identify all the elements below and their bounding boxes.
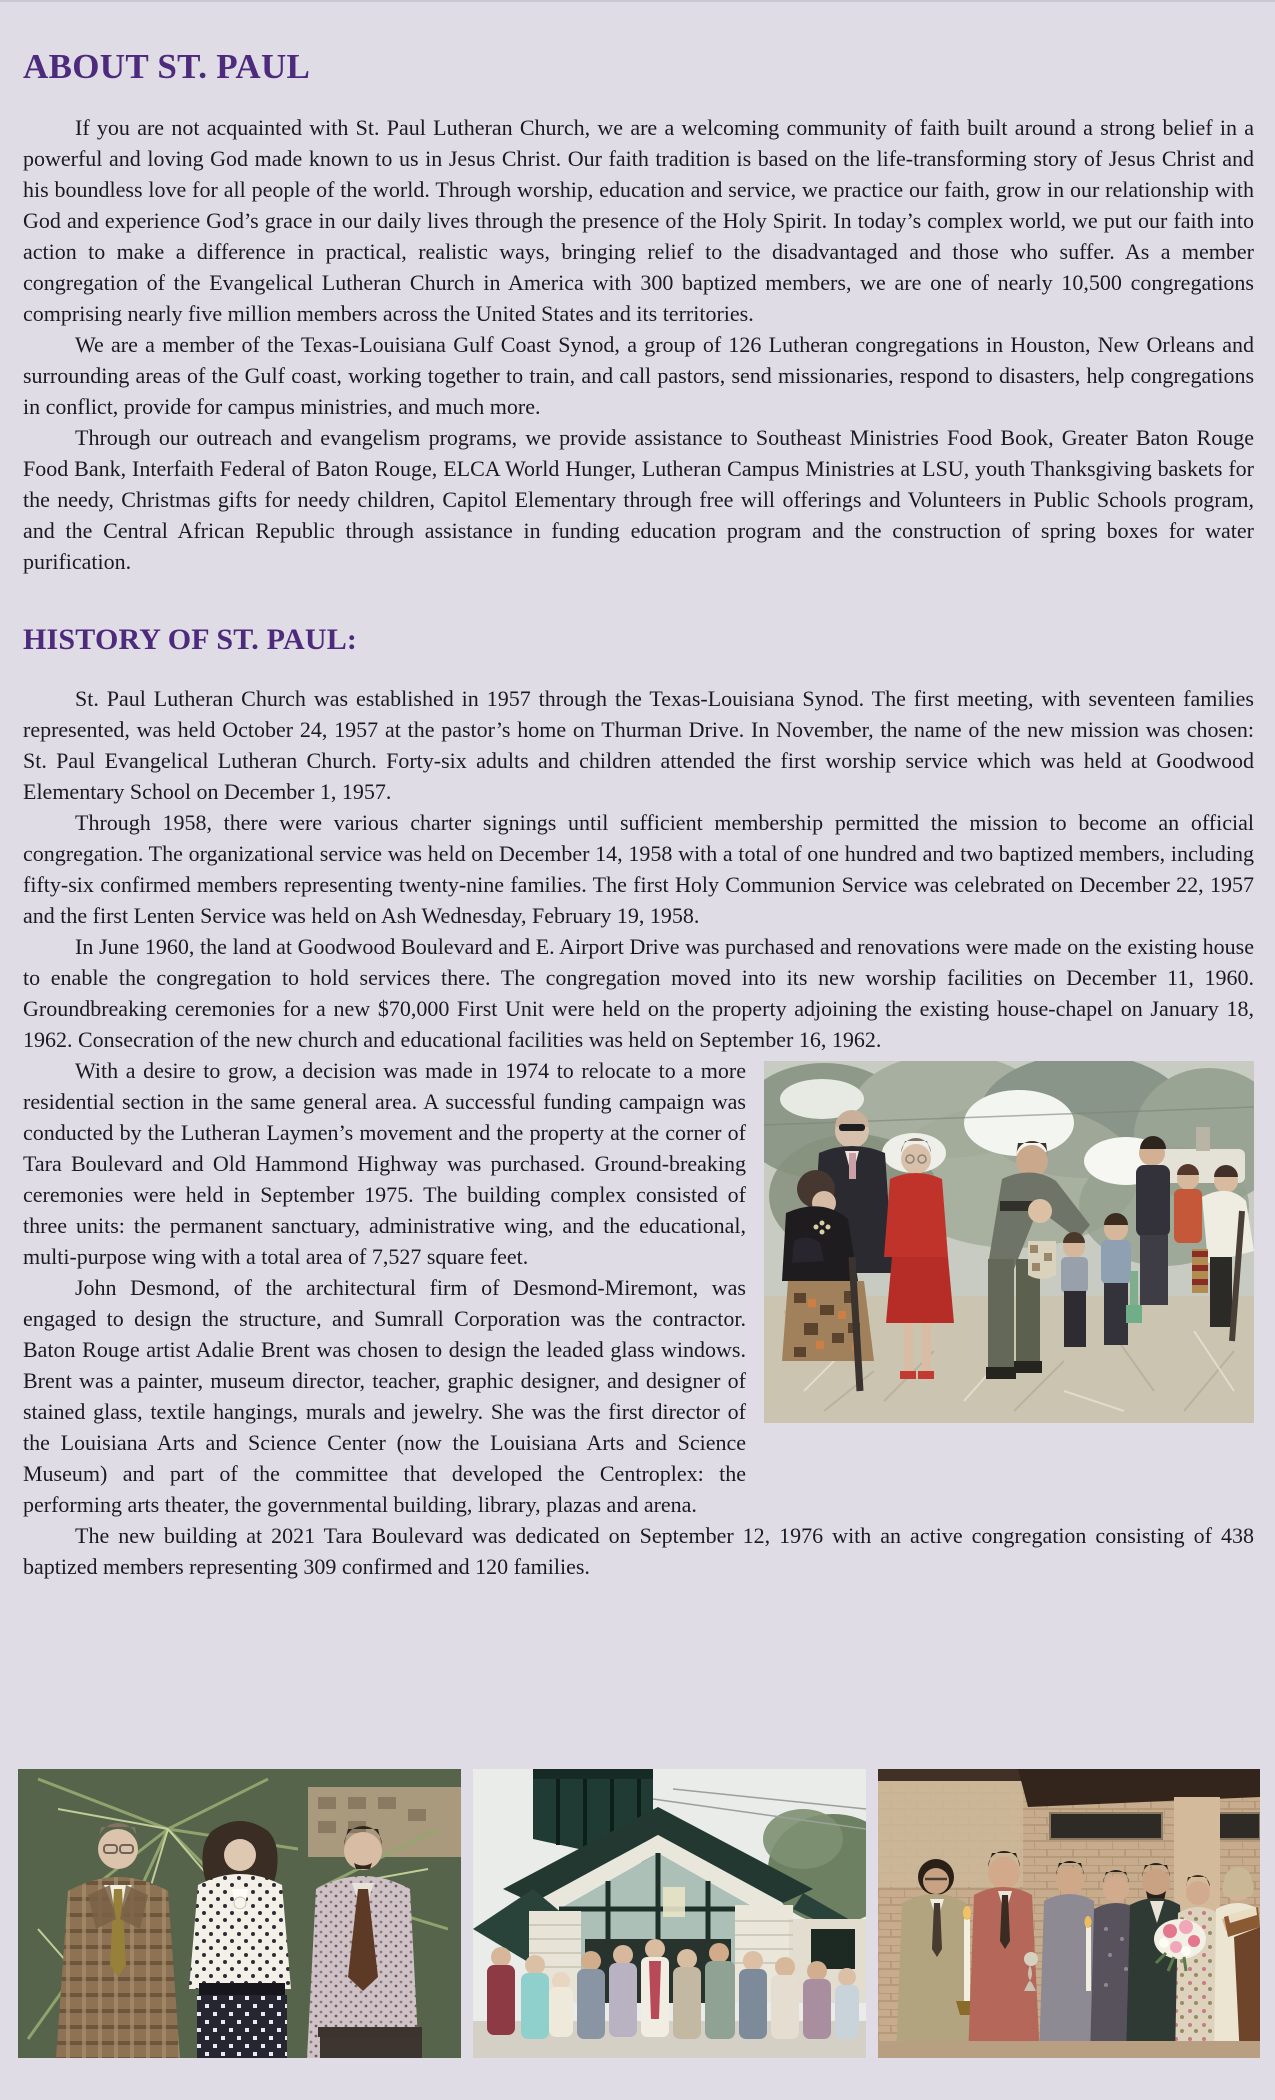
history-paragraph-5: John Desmond, of the architectural firm of Desmond-Miremont, was engaged to design the structure, and Sumrall Corporation was the contractor. Baton Rouge artist Adalie Brent was chosen to design the leaded glass windows. Brent was a painter, museum director, teacher, graphic designer, and designer of stained glass, textile hangings, murals and jewelry. She was the first director of the Louisiana Arts and Science Center (now the Louisiana Arts and Science Museum) and part of the committee that developed the Centroplex: the performing arts theater, the governmental building, library, plazas and arena. xyxy=(23,1275,746,1517)
three-members-photo-art xyxy=(18,1769,461,2058)
groundbreaking-photo-art xyxy=(764,1061,1254,1423)
church-entrance-photo-art xyxy=(473,1769,866,2058)
floor xyxy=(878,2041,1260,2058)
history-paragraph-6: The new building at 2021 Tara Boulevard was dedicated on September 12, 1976 with an active congregation consisting of 438 baptized members representing 309 confirmed and 120 families. xyxy=(23,1523,1254,1579)
photo-row xyxy=(0,1769,1275,2058)
history-paragraph-3: In June 1960, the land at Goodwood Boulevard and E. Airport Drive was purchased and renovations were made on the existing house to enable the congregation to hold services there. The congregation moved into its new worship facilities on December 11, 1960. Groundbreaking ceremonies for a new $70,000 First Unit were held on the property adjoining the existing house-chapel on January 18, 1962. Consecration of the new church and educational facilities was held on September 16, 1962. xyxy=(23,934,1254,1052)
about-paragraph-3: Through our outreach and evangelism programs, we provide assistance to Southeast Ministries Food Book, Greater Baton Rouge Food Bank, Interfaith Federal of Baton Rouge, ELCA World Hunger, Lutheran Campus Ministries at LSU, youth Thanksgiving baskets for the needy, Christmas gifts for needy children, Capitol Elementary through free will offerings and Volunteers in Public Schools program, and the Central African Republic through assistance in funding education program and the construction of spring boxes for water purification. xyxy=(23,425,1254,574)
about-paragraph-2: We are a member of the Texas-Louisiana Gulf Coast Synod, a group of 126 Lutheran congregations in Houston, New Orleans and surrounding areas of the Gulf coast, working together to train, and call pastors, send missionaries, respond to disasters, help congregations in conflict, provide for campus ministries, and much more. xyxy=(23,332,1254,419)
history-paragraph-2: Through 1958, there were various charter signings until sufficient membership permitted the mission to become an official congregation. The organizational service was held on December 14, 1958 with a total of one hundred and two baptized members, including fifty-six confirmed members representing twenty-nine families. The first Holy Communion Service was celebrated on December 22, 1957 and the first Lenten Service was held on Ash Wednesday, February 19, 1958. xyxy=(23,810,1254,928)
dedication-photo-art xyxy=(878,1769,1260,2058)
history-paragraph-4: With a desire to grow, a decision was made in 1974 to relocate to a more residential section in the same general area. A successful funding campaign was conducted by the Lutheran Laymen’s movement and the property at the corner of Tara Boulevard and Old Hammond Highway was purchased. Ground-breaking ceremonies were held in September 1975. The building complex consisted of three units: the permanent sanctuary, administrative wing, and the educational, multi-purpose wing with a total area of 7,527 square feet. xyxy=(23,1058,746,1269)
page-content xyxy=(0,48,1275,1582)
photo-dedication-service xyxy=(878,1769,1260,2058)
photo-three-members xyxy=(18,1769,461,2058)
history-heading: HISTORY OF ST. PAUL: xyxy=(23,623,358,656)
photo-groundbreaking-ceremony xyxy=(764,1061,1254,1423)
history-paragraph-1: St. Paul Lutheran Church was established in 1957 through the Texas-Louisiana Synod. The first meeting, with seventeen families represented, was held October 24, 1957 at the pastor’s home on Thurman Drive. In November, the name of the new mission was chosen: St. Paul Evangelical Lutheran Church. Forty-six adults and children attended the first worship service which was held at Goodwood Elementary School on December 1, 1957. xyxy=(23,686,1254,804)
photo-church-entrance xyxy=(473,1769,866,2058)
about-heading: ABOUT ST. PAUL xyxy=(23,47,311,86)
woman-polka-dots xyxy=(189,1821,291,2058)
about-paragraph-1: If you are not acquainted with St. Paul Lutheran Church, we are a welcoming community of faith built around a strong belief in a powerful and loving God made known to us in Jesus Christ. Our faith tradition is based on the life-transforming story of Jesus Christ and his boundless love for all people of the world. Through worship, education and service, we practice our faith, grow in our relationship with God and experience God’s grace in our daily lives through the presence of the Holy Spirit. In today’s complex world, we put our faith into action to make a difference in practical, realistic ways, bringing relief to the disadvantaged and those who suffer. As a member congregation of the Evangelical Lutheran Church in America with 300 baptized members, we are one of nearly 10,500 congregations comprising nearly five million members across the United States and its territories. xyxy=(23,115,1254,326)
